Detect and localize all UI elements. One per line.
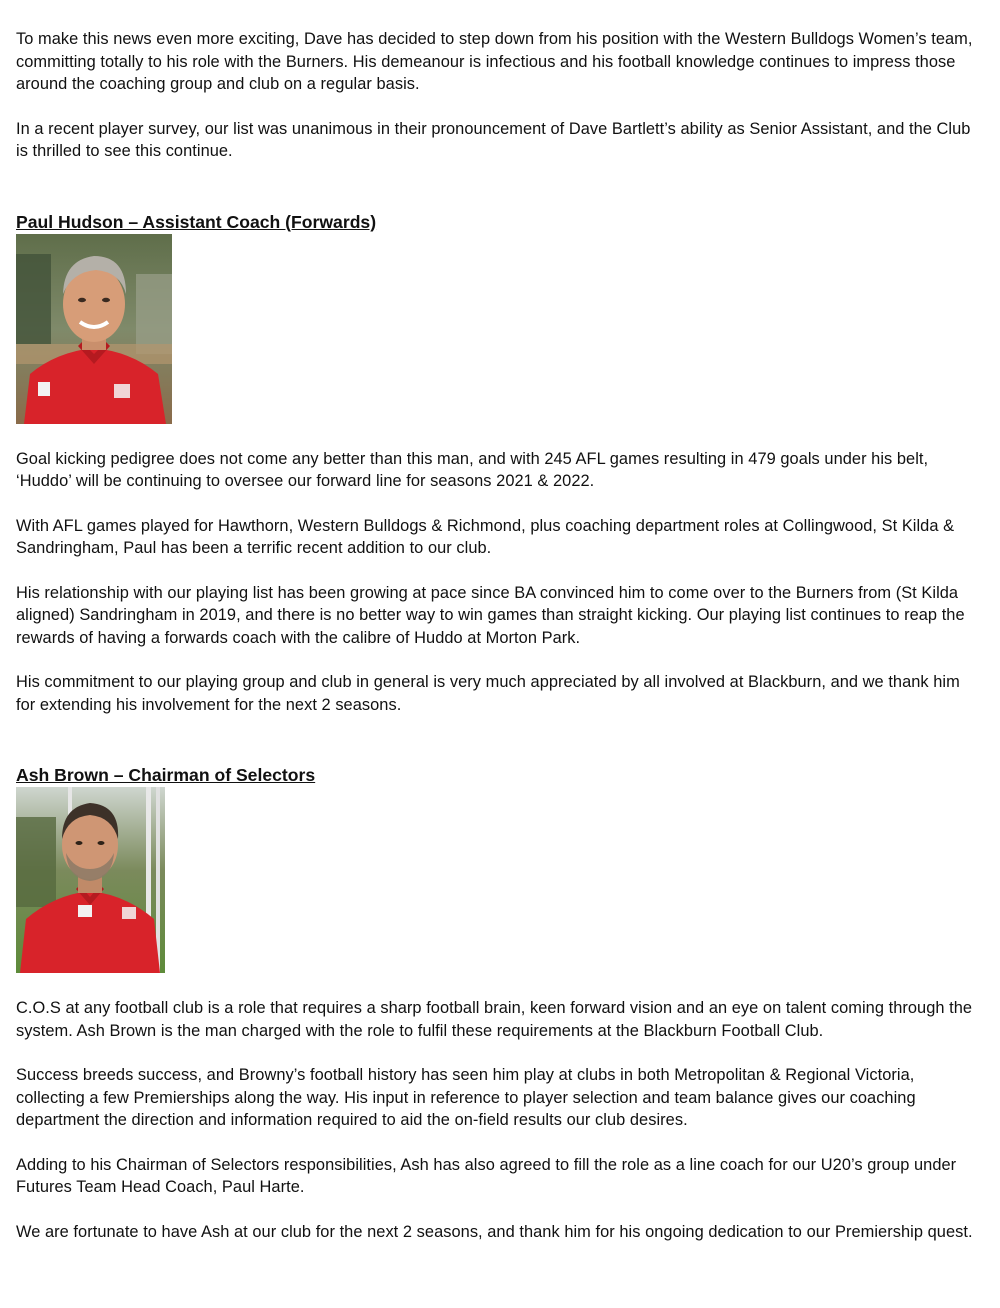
ash-brown-paragraph-1: C.O.S at any football club is a role that requires a sharp football brain, keen forward vision and an eye on talent coming through the system. Ash Brown is the man charged with the role to fulfil these requirements at the Blackburn Football Club. — [16, 999, 973, 1040]
photo-ash-brown — [16, 787, 165, 973]
document-page — [16, 28, 980, 1243]
photo-paul-hudson — [16, 234, 172, 424]
intro-paragraph-2: In a recent player survey, our list was unanimous in their pronouncement of Dave Bartlett’s ability as Senior Assistant, and the Club is thrilled to see this continue. — [16, 119, 971, 160]
paul-hudson-paragraph-4: His commitment to our playing group and club in general is very much appreciated by all involved at Blackburn, and we thank him for extending his involvement for the next 2 seasons. — [16, 673, 960, 714]
paul-hudson-paragraph-3: His relationship with our playing list has been growing at pace since BA convinced him to come over to the Burners from (St Kilda aligned) Sandringham in 2019, and there is no better way to win games than straight kicking. Our playing list continues to reap the rewards of having a forwards coach with the calibre of Huddo at Morton Park. — [16, 583, 965, 647]
ash-brown-paragraph-3: Adding to his Chairman of Selectors responsibilities, Ash has also agreed to fill the role as a line coach for our U20’s group under Futures Team Head Coach, Paul Harte. — [16, 1155, 957, 1196]
intro-paragraph-1: To make this news even more exciting, Dave has decided to step down from his position with the Western Bulldogs Women’s team, committing totally to his role with the Burners. His demeanour is infectious and his football knowledge continues to impress those around the coaching group and club on a regular basis. — [16, 30, 973, 93]
ash-brown-paragraph-2: Success breeds success, and Browny’s football history has seen him play at clubs in both Metropolitan & Regional Victoria, collecting a few Premierships along the way. His input in reference to player selection and team balance gives our coaching department the direction and information required to aid the on-field results our club desires. — [16, 1066, 916, 1129]
paul-hudson-paragraph-1: Goal kicking pedigree does not come any better than this man, and with 245 AFL games resulting in 479 goals under his belt, ‘Huddo’ will be continuing to oversee our forward line for seasons 2021 & 2022. — [16, 449, 929, 490]
section-heading-paul-hudson: Paul Hudson – Assistant Coach (Forwards) — [16, 211, 377, 232]
section-heading-ash-brown: Ash Brown – Chairman of Selectors — [16, 765, 316, 785]
paul-hudson-paragraph-2: With AFL games played for Hawthorn, Western Bulldogs & Richmond, plus coaching department roles at Collingwood, St Kilda & Sandringham, Paul has been a terrific recent addition to our club. — [16, 516, 955, 557]
ash-brown-paragraph-4: We are fortunate to have Ash at our club for the next 2 seasons, and thank him for his ongoing dedication to our Premiership quest. — [16, 1222, 973, 1241]
